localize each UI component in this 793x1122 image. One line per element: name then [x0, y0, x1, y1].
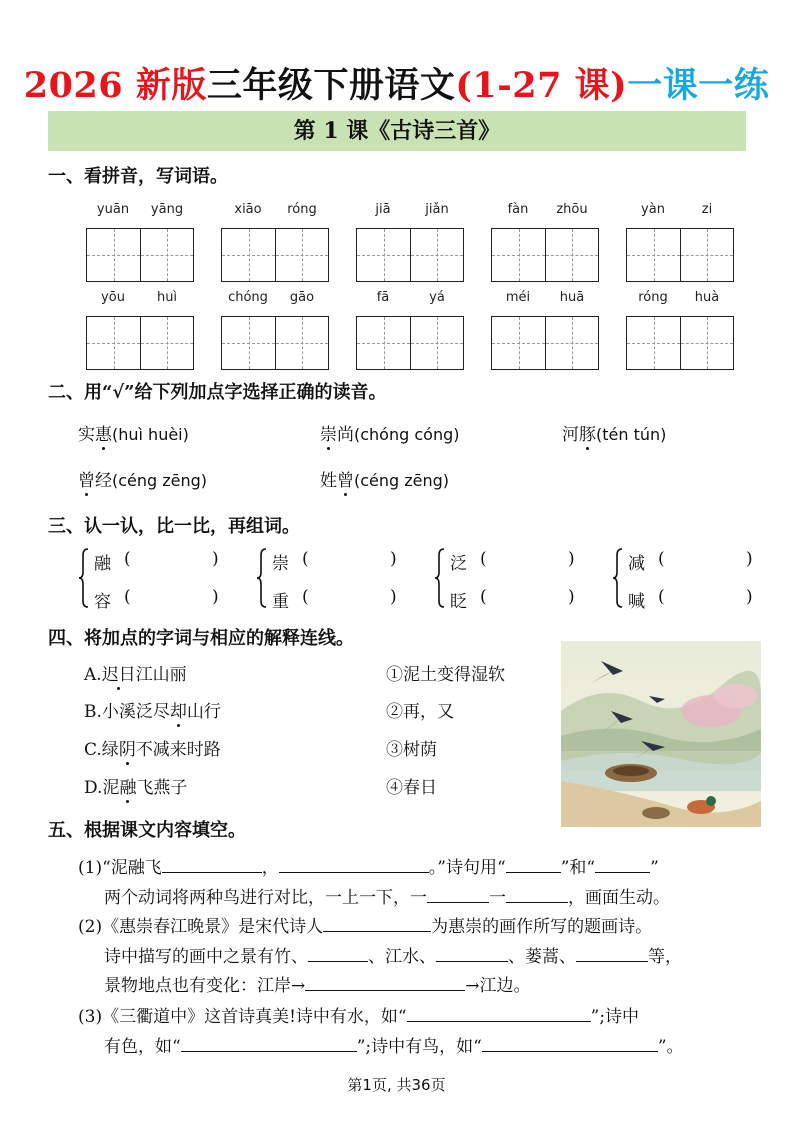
compare-row: [272, 587, 422, 612]
q2-item: 实惠(huì huèi): [78, 420, 189, 445]
writing-cell[interactable]: [410, 317, 463, 369]
paren-close: ): [568, 549, 575, 569]
compare-char: 崇: [272, 554, 289, 574]
tianzige-grid: [356, 316, 464, 370]
writing-cell[interactable]: [222, 317, 275, 369]
compare-char: 眨: [450, 592, 467, 612]
paren-close: ): [212, 587, 219, 607]
brace-icon: [612, 547, 624, 609]
compare-row: [450, 587, 600, 612]
paren-open[interactable]: (: [480, 549, 487, 569]
writing-cell[interactable]: [680, 317, 733, 369]
compare-row: [272, 549, 422, 574]
pinyin-syllable: yōu: [101, 290, 125, 305]
q5-heading: 五、根据课文内容填空。: [48, 820, 246, 841]
writing-cell[interactable]: [492, 229, 545, 281]
answer-blank[interactable]: [427, 884, 489, 903]
q4-left-item: D.泥融飞燕子: [84, 773, 187, 798]
writing-cell[interactable]: [140, 229, 193, 281]
q2-item: 曾经(céng zēng): [78, 466, 207, 491]
pinyin-syllable: xiāo: [234, 202, 262, 217]
paren-open[interactable]: (: [302, 587, 309, 607]
q5-item-3-line-2: 有色，如“ ”;诗中有鸟，如“ ”。: [104, 1032, 684, 1057]
page-title: [0, 58, 793, 108]
pinyin-syllable: zhōu: [556, 202, 588, 217]
writing-cell[interactable]: [87, 317, 140, 369]
answer-blank[interactable]: [305, 972, 465, 991]
writing-cell[interactable]: [545, 229, 598, 281]
page-footer: 第1页, 共36页: [347, 1076, 446, 1094]
answer-blank[interactable]: [308, 943, 368, 962]
pinyin-word-box: [221, 290, 329, 370]
writing-cell[interactable]: [492, 317, 545, 369]
pinyin-syllable: róng: [287, 202, 317, 217]
paren-close: ): [390, 549, 397, 569]
brace-icon: [434, 547, 446, 609]
compare-char: 重: [272, 592, 289, 612]
writing-cell[interactable]: [410, 229, 463, 281]
q4-left-item: C.绿阴不减来时路: [84, 735, 221, 760]
compare-row: [628, 587, 778, 612]
pinyin-syllable: fàn: [507, 202, 529, 217]
paren-open[interactable]: (: [658, 549, 665, 569]
pinyin-syllable: huà: [694, 290, 720, 305]
tianzige-grid: [86, 316, 194, 370]
paren-close: ): [390, 587, 397, 607]
q4-right-item: ①泥土变得湿软: [386, 665, 505, 685]
brace-icon: [78, 547, 90, 609]
pinyin-syllable: róng: [638, 290, 668, 305]
q2-item: 崇尚(chóng cóng): [320, 420, 459, 445]
pinyin-word-box: [86, 290, 194, 370]
paren-open[interactable]: (: [302, 549, 309, 569]
writing-cell[interactable]: [627, 317, 680, 369]
pinyin-word-box: [221, 202, 329, 282]
pinyin-syllable: fā: [376, 290, 390, 305]
pinyin-syllable: yuān: [96, 202, 130, 217]
compare-char: 喊: [628, 592, 645, 612]
q4-right-item: ③树荫: [386, 740, 437, 760]
char-compare-pair: [434, 547, 604, 612]
q4-left-item: B.小溪泛尽却山行: [84, 697, 221, 722]
answer-blank[interactable]: [576, 943, 648, 962]
pinyin-syllable: yāng: [150, 202, 184, 217]
swallows-illustration: [561, 641, 761, 827]
q2-item: 河豚(tén tún): [562, 420, 666, 445]
lesson-heading: 第 1 课《古诗三首》: [48, 111, 746, 151]
pinyin-word-box: [626, 290, 734, 370]
q5-item-3-line-1: (3)《三衢道中》这首诗真美!诗中有水，如“ ”;诗中: [78, 1002, 639, 1027]
pinyin-word-box: [491, 202, 599, 282]
pinyin-word-box: [356, 290, 464, 370]
writing-cell[interactable]: [275, 317, 328, 369]
pinyin-syllable: huì: [156, 290, 178, 305]
compare-row: [628, 549, 778, 574]
q4-heading: 四、将加点的字词与相应的解释连线。: [48, 628, 354, 649]
answer-blank[interactable]: [595, 854, 650, 873]
pinyin-syllable: yàn: [641, 202, 665, 217]
pinyin-word-box: [626, 202, 734, 282]
compare-row: [450, 549, 600, 574]
pinyin-word-box: [86, 202, 194, 282]
writing-cell[interactable]: [545, 317, 598, 369]
pinyin-syllable: zi: [701, 202, 713, 217]
answer-blank[interactable]: [407, 1003, 591, 1022]
paren-open[interactable]: (: [480, 587, 487, 607]
answer-blank[interactable]: [181, 1033, 357, 1052]
compare-char: 泛: [450, 554, 467, 574]
pinyin-word-box: [356, 202, 464, 282]
writing-cell[interactable]: [275, 229, 328, 281]
q5-item-2-line-1: (2)《惠崇春江晚景》是宋代诗人 为惠崇的画作所写的题画诗。: [78, 912, 652, 937]
pinyin-word-box: [491, 290, 599, 370]
tianzige-grid: [626, 228, 734, 282]
q2-item: 姓曾(céng zēng): [320, 466, 449, 491]
writing-cell[interactable]: [357, 229, 410, 281]
pinyin-syllable: jiā: [375, 202, 391, 217]
writing-cell[interactable]: [140, 317, 193, 369]
pinyin-syllable: yá: [429, 290, 445, 305]
title-year-edition: 2026 新版: [23, 65, 207, 106]
char-compare-pair: [78, 547, 248, 612]
answer-blank[interactable]: [506, 884, 568, 903]
paren-close: ): [746, 587, 753, 607]
tianzige-grid: [221, 316, 329, 370]
brace-icon: [256, 547, 268, 609]
pinyin-syllable: méi: [505, 290, 531, 305]
compare-char: 容: [94, 592, 111, 612]
paren-open[interactable]: (: [658, 587, 665, 607]
tianzige-grid: [86, 228, 194, 282]
compare-row: [94, 549, 244, 574]
q5-item-1-line-1: (1)“泥融飞 ， 。”诗句用“ ”和“ ”: [78, 853, 659, 878]
compare-char: 融: [94, 554, 111, 574]
writing-cell[interactable]: [222, 229, 275, 281]
writing-cell[interactable]: [680, 229, 733, 281]
paren-close: ): [568, 587, 575, 607]
pinyin-syllable: gāo: [289, 290, 315, 305]
answer-blank[interactable]: [279, 854, 429, 873]
q3-heading: 三、认一认，比一比，再组词。: [48, 516, 300, 537]
tianzige-grid: [491, 316, 599, 370]
char-compare-pair: [612, 547, 782, 612]
title-range: (1-27 课): [455, 65, 628, 106]
tianzige-grid: [626, 316, 734, 370]
title-series: 一课一练: [627, 65, 770, 106]
writing-cell[interactable]: [627, 229, 680, 281]
answer-blank[interactable]: [162, 854, 262, 873]
compare-row: [94, 587, 244, 612]
title-subject: 三年级下册语文: [206, 65, 456, 106]
tianzige-grid: [491, 228, 599, 282]
pinyin-syllable: chóng: [228, 290, 268, 305]
answer-blank[interactable]: [506, 854, 561, 873]
pinyin-syllable: huā: [559, 290, 585, 305]
q4-right-item: ④春日: [386, 778, 437, 798]
q1-heading: 一、看拼音，写词语。: [48, 166, 228, 187]
q2-heading: 二、用“√”给下列加点字选择正确的读音。: [48, 382, 387, 403]
q5-item-1-line-2: 两个动词将两种鸟进行对比，一上一下，一 一 ，画面生动。: [104, 883, 670, 908]
answer-blank[interactable]: [482, 1033, 658, 1052]
q5-item-2-line-2: 诗中描写的画中之景有竹、 、江水、 、蒌蒿、 等，: [104, 942, 682, 967]
pinyin-syllable: jiǎn: [425, 202, 449, 217]
compare-char: 减: [628, 554, 645, 574]
answer-blank[interactable]: [323, 913, 431, 932]
answer-blank[interactable]: [436, 943, 508, 962]
paren-close: ): [746, 549, 753, 569]
writing-cell[interactable]: [357, 317, 410, 369]
q5-item-2-line-3: 景物地点也有变化：江岸→ →江边。: [104, 971, 531, 996]
char-compare-pair: [256, 547, 426, 612]
paren-open[interactable]: (: [124, 587, 131, 607]
tianzige-grid: [221, 228, 329, 282]
paren-open[interactable]: (: [124, 549, 131, 569]
q4-left-item: A.迟日江山丽: [84, 660, 187, 685]
tianzige-grid: [356, 228, 464, 282]
writing-cell[interactable]: [87, 229, 140, 281]
q4-right-item: ②再，又: [386, 702, 454, 722]
paren-close: ): [212, 549, 219, 569]
